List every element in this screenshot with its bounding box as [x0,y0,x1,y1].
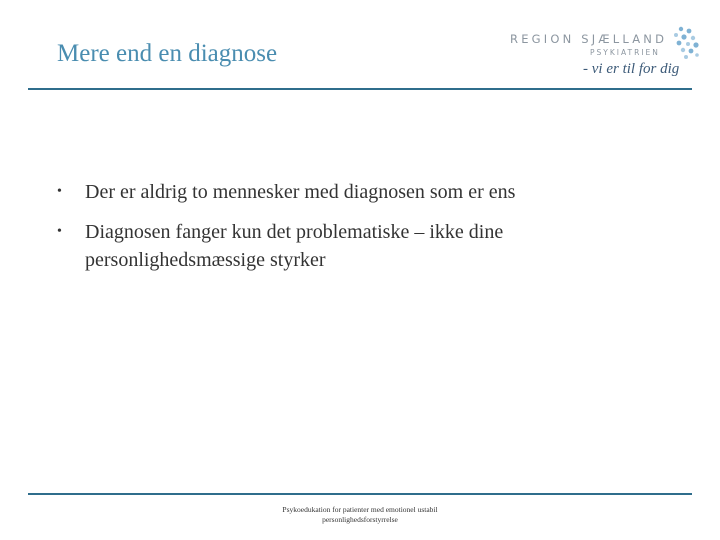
bullet-item [55,218,675,274]
footer-line-2: personlighedsforstyrrelse [322,515,398,524]
bullet-list [55,178,675,286]
logo-region-text: REGION SJÆLLAND [510,32,668,46]
region-sjaelland-logo [505,26,705,90]
footer-line-1: Psykoedukation for patienter med emotionel ustabil [282,505,438,514]
header-divider [28,88,692,90]
bullet-text: Der er aldrig to mennesker med diagnosen som er ens [85,181,516,203]
bullet-text: Diagnosen fanger kun det problematiske – ikke dine personlighedsmæssige styrker [85,221,504,271]
bullet-icon: • [57,184,62,199]
bullet-item [55,178,675,206]
slide-title: Mere end en diagnose [57,40,278,67]
logo-slogan: - vi er til for dig [583,61,680,77]
logo-division-text: PSYKIATRIEN [590,48,660,57]
slide-footer [240,505,480,525]
logo-dots-icon [667,26,705,62]
footer-divider [28,493,692,495]
bullet-icon: • [57,224,62,239]
